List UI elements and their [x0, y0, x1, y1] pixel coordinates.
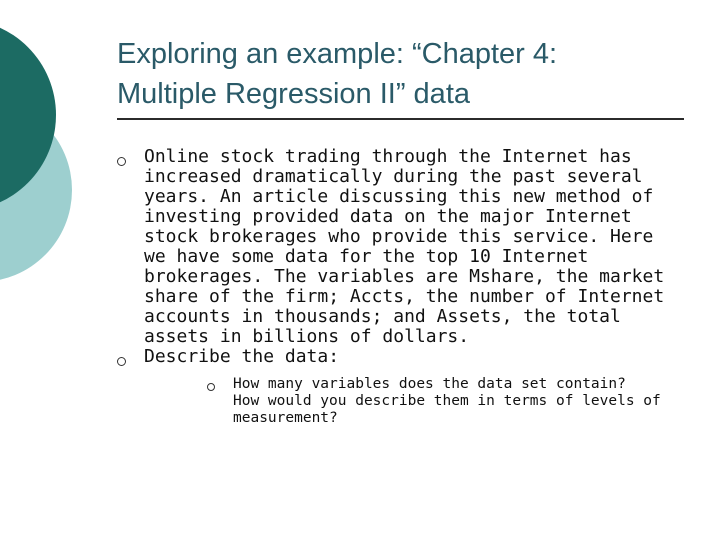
bullet-text: Online stock trading through the Internet has increased dramatically during the past several years. An article discussing this new method of investing provided data on the major Internet stock brokerages who provide this service. Here we have some data for the top 10 Internet brokerages. The variables are Mshare, the market share of the firm; Accts, the number of Internet accounts in thousands; and Assets, the total assets in billions of dollars. — [144, 146, 665, 347]
bullet-item — [117, 147, 692, 347]
sub-bullet-text: How many variables does the data set contain? How would you describe them in terms of levels of measurement? — [233, 376, 661, 426]
decorative-circles — [0, 0, 120, 300]
decorative-circles-graphic — [0, 0, 120, 300]
slide-title — [117, 34, 697, 114]
bullet-item — [117, 347, 692, 427]
slide-title-text: Exploring an example: “Chapter 4: Multiple Regression II” data — [117, 38, 558, 110]
bullet-list — [117, 147, 692, 427]
bullet-circle-icon — [117, 157, 126, 166]
bullet-text: Describe the data: — [144, 346, 340, 367]
title-divider — [117, 118, 684, 120]
bullet-circle-icon — [117, 357, 126, 366]
sub-bullet-circle-icon — [207, 383, 215, 391]
sub-bullet-item — [207, 376, 692, 427]
